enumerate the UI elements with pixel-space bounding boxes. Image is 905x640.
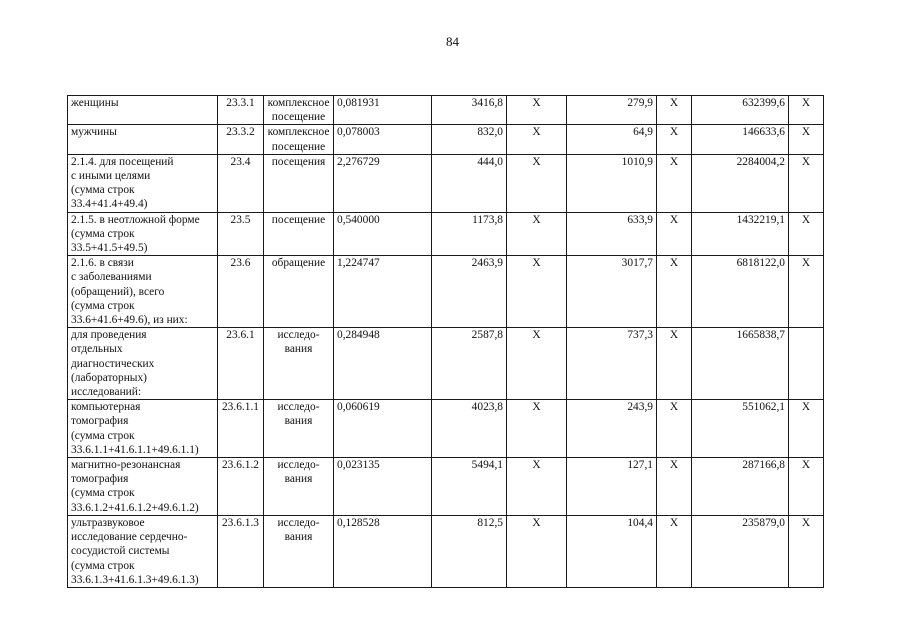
cell-total: 6818122,0 [692, 256, 789, 328]
cell-x-mark: X [657, 96, 692, 125]
cell-cost: 1173,8 [432, 212, 507, 256]
cell-norm: 0,540000 [334, 212, 432, 256]
cell-norm: 0,023135 [334, 458, 432, 516]
cell-total: 1432219,1 [692, 212, 789, 256]
cell-x-mark: X [789, 256, 824, 328]
cell-name: магнитно-резонансная томография (сумма строк 33.6.1.2+41.6.1.2+49.6.1.2) [68, 458, 218, 516]
cell-norm: 0,078003 [334, 125, 432, 154]
cell-x-mark: X [507, 212, 567, 256]
table-row [68, 400, 824, 458]
cell-x-mark: X [507, 400, 567, 458]
cell-unit: комплексное посещение [264, 96, 334, 125]
table-row [68, 96, 824, 125]
cell-rate: 737,3 [567, 328, 657, 400]
cell-name: ультразвуковое исследование сердечно- сосудистой системы (сумма строк 33.6.1.3+41.6.1.3+49.6.1.3) [68, 515, 218, 587]
cell-x-mark [789, 328, 824, 400]
cell-cost: 3416,8 [432, 96, 507, 125]
cell-unit: исследо- вания [264, 400, 334, 458]
table-row [68, 328, 824, 400]
cell-x-mark: X [507, 328, 567, 400]
cell-unit: исследо- вания [264, 515, 334, 587]
cell-total: 2284004,2 [692, 154, 789, 212]
cell-unit: посещения [264, 154, 334, 212]
cell-name: 2.1.5. в неотложной форме (сумма строк 33.5+41.5+49.5) [68, 212, 218, 256]
cell-rate: 243,9 [567, 400, 657, 458]
cell-x-mark: X [657, 212, 692, 256]
cell-rate: 104,4 [567, 515, 657, 587]
cell-code: 23.6.1.2 [218, 458, 264, 516]
cell-total: 235879,0 [692, 515, 789, 587]
cell-cost: 4023,8 [432, 400, 507, 458]
cell-x-mark: X [789, 96, 824, 125]
cell-rate: 3017,7 [567, 256, 657, 328]
cell-x-mark: X [789, 154, 824, 212]
cell-unit: посещение [264, 212, 334, 256]
cell-total: 551062,1 [692, 400, 789, 458]
cell-rate: 279,9 [567, 96, 657, 125]
cell-x-mark: X [507, 125, 567, 154]
table-row [68, 515, 824, 587]
cell-rate: 64,9 [567, 125, 657, 154]
cell-norm: 0,284948 [334, 328, 432, 400]
cell-norm: 2,276729 [334, 154, 432, 212]
cell-code: 23.6.1.1 [218, 400, 264, 458]
page-number: 84 [446, 34, 459, 49]
cell-unit: исследо- вания [264, 458, 334, 516]
table-row [68, 458, 824, 516]
cell-cost: 832,0 [432, 125, 507, 154]
cell-code: 23.5 [218, 212, 264, 256]
cell-name: мужчины [68, 125, 218, 154]
cell-norm: 1,224747 [334, 256, 432, 328]
cell-cost: 5494,1 [432, 458, 507, 516]
cell-rate: 1010,9 [567, 154, 657, 212]
cell-code: 23.3.2 [218, 125, 264, 154]
cell-rate: 633,9 [567, 212, 657, 256]
cell-code: 23.3.1 [218, 96, 264, 125]
cell-unit: обращение [264, 256, 334, 328]
data-table [67, 95, 824, 588]
cell-cost: 444,0 [432, 154, 507, 212]
cell-x-mark: X [789, 400, 824, 458]
cell-cost: 2463,9 [432, 256, 507, 328]
cell-code: 23.4 [218, 154, 264, 212]
table-row [68, 154, 824, 212]
cell-x-mark: X [657, 400, 692, 458]
cell-code: 23.6 [218, 256, 264, 328]
table-row [68, 256, 824, 328]
cell-code: 23.6.1.3 [218, 515, 264, 587]
cell-total: 146633,6 [692, 125, 789, 154]
cell-x-mark: X [507, 154, 567, 212]
cell-cost: 812,5 [432, 515, 507, 587]
cell-x-mark: X [507, 515, 567, 587]
cell-name: для проведения отдельных диагностических (лабораторных) исследований: [68, 328, 218, 400]
cell-total: 287166,8 [692, 458, 789, 516]
cell-x-mark: X [789, 458, 824, 516]
cell-rate: 127,1 [567, 458, 657, 516]
cell-x-mark: X [789, 212, 824, 256]
table-body [68, 96, 824, 588]
cell-x-mark: X [657, 328, 692, 400]
cell-x-mark: X [507, 458, 567, 516]
cell-x-mark: X [657, 458, 692, 516]
cell-norm: 0,060619 [334, 400, 432, 458]
cell-x-mark: X [657, 125, 692, 154]
cell-x-mark: X [507, 256, 567, 328]
cell-cost: 2587,8 [432, 328, 507, 400]
cell-x-mark: X [657, 154, 692, 212]
cell-name: 2.1.6. в связи с заболеваниями (обращений), всего (сумма строк 33.6+41.6+49.6), из них: [68, 256, 218, 328]
cell-unit: комплексное посещение [264, 125, 334, 154]
cell-x-mark: X [789, 515, 824, 587]
table-row [68, 125, 824, 154]
cell-norm: 0,128528 [334, 515, 432, 587]
cell-total: 632399,6 [692, 96, 789, 125]
cell-name: 2.1.4. для посещений с иными целями (сумма строк 33.4+41.4+49.4) [68, 154, 218, 212]
cell-norm: 0,081931 [334, 96, 432, 125]
cell-name: компьютерная томография (сумма строк 33.6.1.1+41.6.1.1+49.6.1.1) [68, 400, 218, 458]
cell-x-mark: X [657, 515, 692, 587]
cell-x-mark: X [657, 256, 692, 328]
table-row [68, 212, 824, 256]
cell-x-mark: X [507, 96, 567, 125]
cell-x-mark: X [789, 125, 824, 154]
cell-code: 23.6.1 [218, 328, 264, 400]
cell-total: 1665838,7 [692, 328, 789, 400]
cell-name: женщины [68, 96, 218, 125]
cell-unit: исследо- вания [264, 328, 334, 400]
